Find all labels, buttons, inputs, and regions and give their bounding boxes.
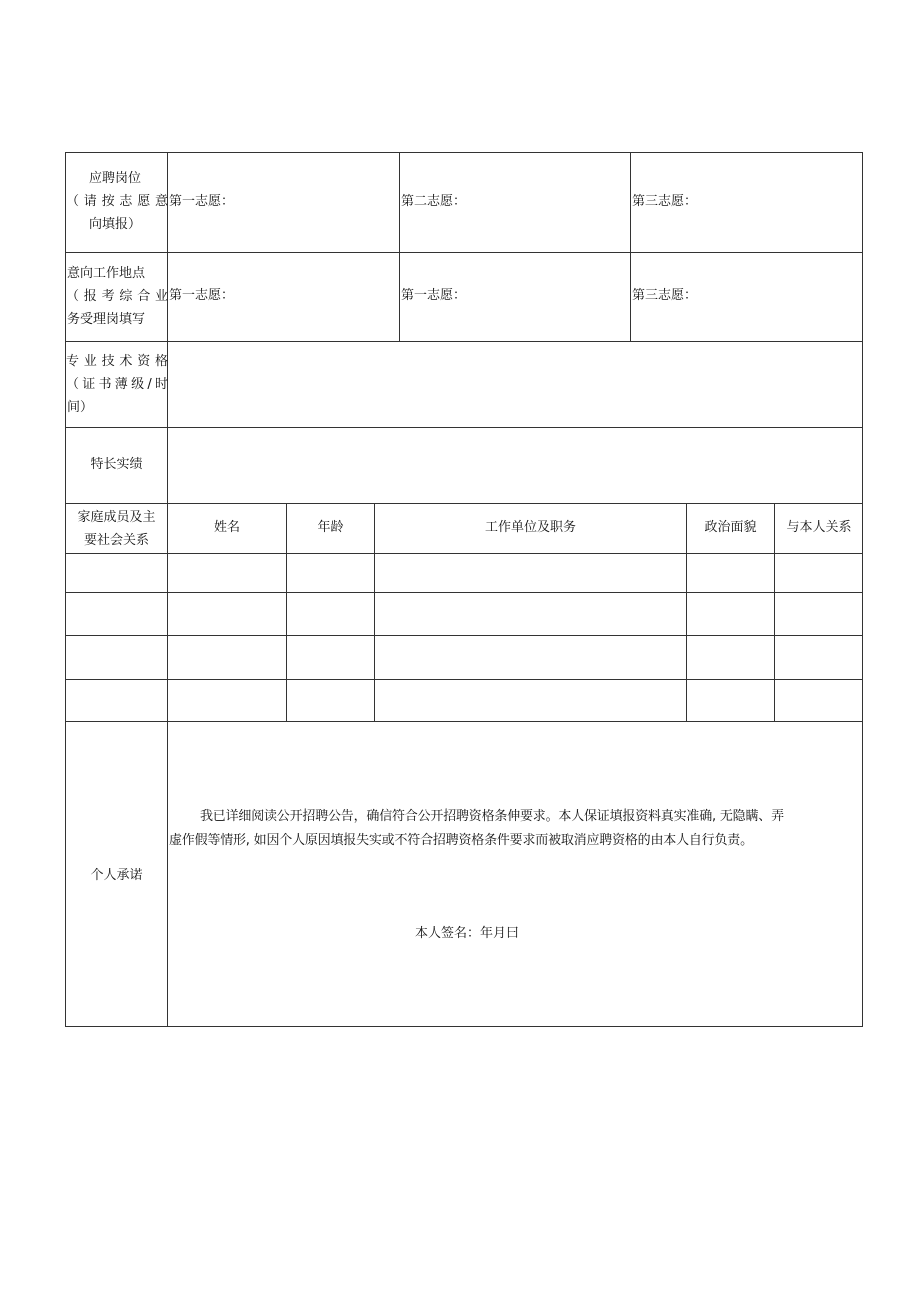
signature-line[interactable]: 本人签名：年月曰 [415, 926, 520, 941]
table-border-top [65, 152, 863, 153]
pledge-label: 个人承诺 [90, 868, 143, 883]
location-label-line-3: 务受理岗填写 [67, 312, 146, 327]
family-header-workplace: 工作单位及职务 [484, 520, 576, 535]
table-border-right [862, 152, 863, 1027]
qualification-label-line-3: 间） [67, 400, 94, 415]
choice-column-divider [630, 152, 631, 341]
location-label-line-2: （报考综合业 [66, 289, 168, 304]
family-header-political-status: 政治面貌 [704, 520, 757, 535]
pledge-statement-line-2: 虚作假等情形, 如因个人原因填报失实或不符合招聘资格条件要求而被取消应聘资格的由本人自行负责。 [169, 833, 753, 848]
table-row[interactable] [66, 680, 862, 721]
row-divider [65, 252, 863, 253]
specialty-label: 特长实绩 [90, 457, 143, 472]
pledge-statement-line-1: 我已详细阅读公开招聘公告，确信符合公开招聘资格条伸要求。本人保证填报资料真实准确, 无隐瞒、弄 [200, 809, 784, 824]
family-header-age: 年龄 [317, 520, 344, 535]
table-row[interactable] [66, 554, 862, 592]
table-row[interactable] [66, 636, 862, 679]
table-row[interactable] [66, 593, 862, 635]
row-divider [65, 503, 863, 504]
position-label-line-1: 应聘岗位 [88, 171, 141, 186]
position-choice-2[interactable]: 第二志愿： [401, 194, 467, 209]
position-label-cell [66, 168, 167, 238]
family-label-cell [66, 507, 167, 553]
qualification-label-line-1: 专业技术资格 [66, 354, 168, 369]
row-divider [65, 721, 863, 722]
location-choice-2[interactable]: 第一志愿： [401, 288, 467, 303]
application-form-table [65, 152, 862, 1026]
position-choice-1[interactable]: 第一志愿： [169, 194, 235, 209]
specialty-value-field[interactable] [168, 428, 862, 503]
location-label-line-1: 意向工作地点 [67, 266, 146, 281]
position-label-line-3: 向填报） [88, 217, 141, 232]
family-label-line-1: 家庭成员及主 [77, 510, 156, 525]
qualification-label-line-2: （证书薄级/时 [66, 377, 168, 392]
qualification-value-field[interactable] [168, 342, 862, 427]
position-choice-3[interactable]: 第三志愿： [632, 194, 698, 209]
family-header-name: 姓名 [213, 520, 240, 535]
location-choice-3[interactable]: 第三志愿： [632, 288, 698, 303]
qualification-label-cell [66, 351, 167, 421]
location-choice-1[interactable]: 第一志愿： [169, 288, 235, 303]
family-label-line-2: 要社会关系 [83, 533, 149, 548]
table-border-bottom [65, 1026, 863, 1027]
position-label-line-2: （请按志愿意 [66, 194, 168, 209]
location-label-cell [66, 263, 167, 333]
family-header-relationship: 与本人关系 [786, 520, 852, 535]
choice-column-divider [399, 152, 400, 341]
